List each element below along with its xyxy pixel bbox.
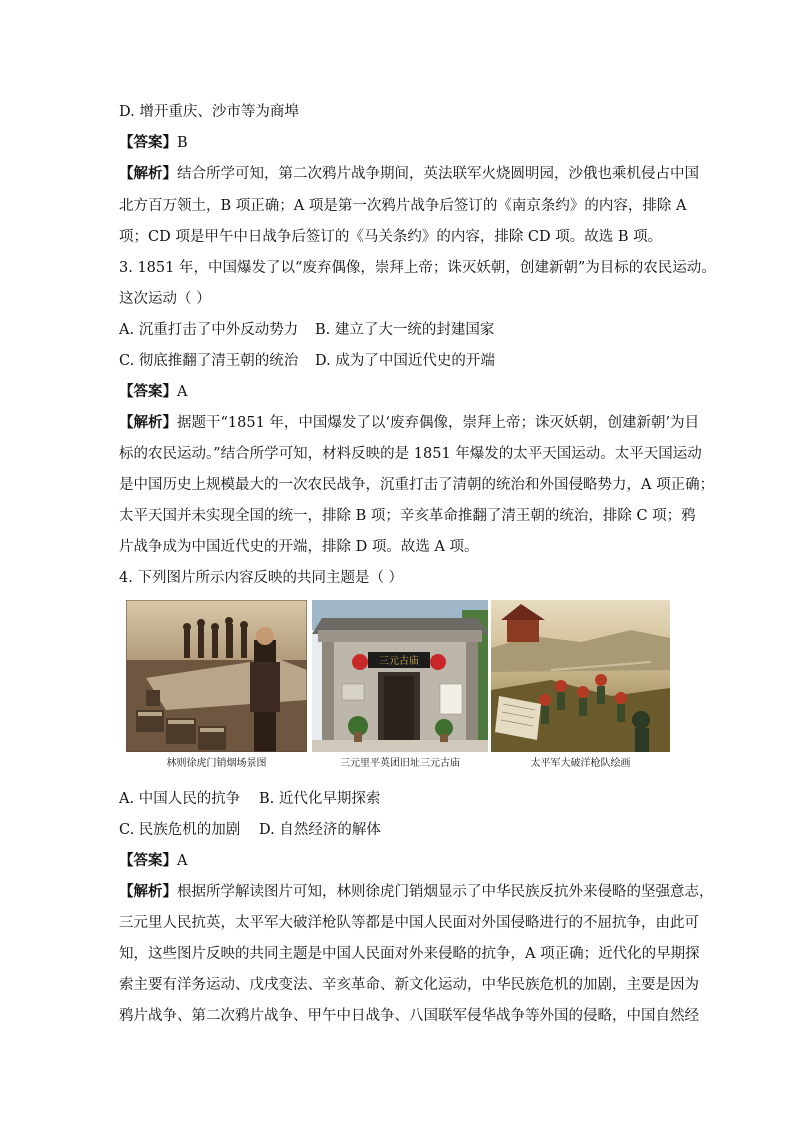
q4-analysis-line-5: 鸦片战争、第二次鸦片战争、甲午中日战争、八国联军侵华战争等外国的侵略，中国自然经 bbox=[119, 1008, 699, 1024]
answer-label: 【答案】 bbox=[119, 383, 177, 400]
q4-analysis-line-1: 【解析】根据所学解读图片可知，林则徐虎门销烟显示了中华民族反抗外来侵略的坚强意志， bbox=[119, 883, 714, 900]
q3-analysis-line-1: 【解析】据题干“1851 年，中国爆发了以‘废弃偶像，崇拜上帝；诛灭妖朝，创建新朝’为目 bbox=[119, 414, 700, 431]
answer-value: A bbox=[177, 853, 188, 869]
q3-options-row-1 bbox=[119, 320, 689, 340]
q3-option-b: B. 建立了大一统的封建国家 bbox=[315, 322, 495, 338]
q3-option-c: C. 彻底推翻了清王朝的统治 bbox=[119, 353, 299, 369]
q4-analysis-line-3: 知，这些图片反映的共同主题是中国人民面对外来侵略的抗争，A 项正确；近代化的早期探 bbox=[119, 946, 700, 962]
q4-option-b: B. 近代化早期探索 bbox=[259, 791, 381, 807]
q3-analysis-line-2: 标的农民运动。”结合所学可知，材料反映的是 1851 年爆发的太平天国运动。太平天国运动 bbox=[119, 446, 702, 462]
image-caption-3: 太平军大破洋枪队绘画 bbox=[530, 758, 631, 769]
q4-options-row-2 bbox=[119, 820, 689, 840]
image-caption-1: 林则徐虎门销烟场景图 bbox=[166, 758, 267, 769]
q3-option-a: A. 沉重打击了中外反动势力 bbox=[119, 322, 299, 338]
analysis-label: 【解析】 bbox=[119, 165, 177, 182]
answer-label: 【答案】 bbox=[119, 134, 177, 151]
q2-analysis-line-1: 【解析】结合所学可知，第二次鸦片战争期间，英法联军火烧圆明园，沙俄也乘机侵占中国 bbox=[119, 165, 699, 182]
image-caption-2: 三元里平英团旧址三元古庙 bbox=[340, 758, 460, 769]
q2-option-d: D. 增开重庆、沙市等为商埠 bbox=[119, 104, 299, 120]
q4-answer bbox=[119, 851, 689, 871]
analysis-label: 【解析】 bbox=[119, 883, 177, 900]
q4-stem: 4. 下列图片所示内容反映的共同主题是（ ） bbox=[119, 570, 404, 586]
image-taiping-battle bbox=[491, 600, 670, 752]
image-sanyuan-temple bbox=[312, 600, 488, 752]
answer-label: 【答案】 bbox=[119, 852, 177, 869]
q3-options-row-2 bbox=[119, 351, 689, 371]
q4-option-d: D. 自然经济的解体 bbox=[259, 822, 381, 838]
q3-option-d: D. 成为了中国近代史的开端 bbox=[315, 353, 495, 369]
q2-answer bbox=[119, 133, 689, 153]
q4-options-row-1 bbox=[119, 789, 689, 809]
q2-analysis-line-3: 项；CD 项是甲午中日战争后签订的《马关条约》的内容，排除 CD 项。故选 B 项。 bbox=[119, 229, 663, 245]
analysis-label: 【解析】 bbox=[119, 414, 177, 431]
q3-answer bbox=[119, 382, 689, 402]
q3-stem-line-2: 这次运动（ ） bbox=[119, 291, 211, 307]
q4-option-c: C. 民族危机的加剧 bbox=[119, 822, 241, 838]
q3-analysis-line-4: 太平天国并未实现全国的统一，排除 B 项；辛亥革命推翻了清王朝的统治，排除 C 项；鸦 bbox=[119, 508, 696, 524]
q2-analysis-line-2: 北方百万领土，B 项正确；A 项是第一次鸦片战争后签订的《南京条约》的内容，排除 A bbox=[119, 198, 687, 214]
image-humen-opium-destruction bbox=[126, 600, 307, 752]
temple-plaque-text: 三元古庙 bbox=[379, 656, 419, 667]
answer-value: B bbox=[177, 135, 188, 151]
q3-stem-line-1: 3. 1851 年，中国爆发了以“废弃偶像，崇拜上帝；诛灭妖朝，创建新朝”为目标的农民运动。 bbox=[119, 260, 716, 276]
q4-option-a: A. 中国人民的抗争 bbox=[119, 791, 241, 807]
q4-analysis-line-2: 三元里人民抗英，太平军大破洋枪队等都是中国人民面对外国侵略进行的不屈抗争，由此可 bbox=[119, 915, 699, 931]
q3-analysis-line-3: 是中国历史上规模最大的一次农民战争，沉重打击了清朝的统治和外国侵略势力，A 项正确； bbox=[119, 477, 715, 493]
q3-analysis-line-5: 片战争成为中国近代史的开端，排除 D 项。故选 A 项。 bbox=[119, 539, 479, 555]
q4-analysis-line-4: 索主要有洋务运动、戊戌变法、辛亥革命、新文化运动，中华民族危机的加剧，主要是因为 bbox=[119, 977, 699, 993]
answer-value: A bbox=[177, 384, 188, 400]
